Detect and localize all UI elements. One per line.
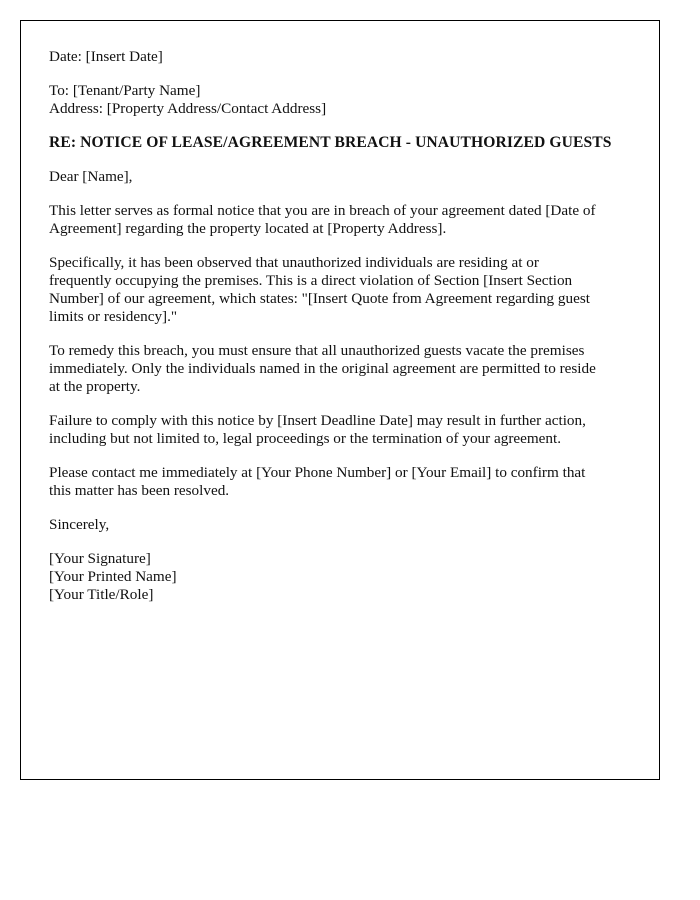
signature-block xyxy=(49,550,633,604)
printed-name-line: [Your Printed Name] xyxy=(49,568,177,585)
letter-page xyxy=(20,20,660,780)
paragraph-line: at the property. xyxy=(49,378,141,395)
address-line: Address: [Property Address/Contact Address] xyxy=(49,100,327,117)
body-paragraph-5 xyxy=(49,464,633,500)
paragraph-line: this matter has been resolved. xyxy=(49,482,230,499)
body-paragraph-3 xyxy=(49,342,633,396)
paragraph-line: Number] of our agreement, which states: "[Insert Quote from Agreement regarding guest xyxy=(49,290,590,307)
date-line: Date: [Insert Date] xyxy=(49,48,163,65)
paragraph-line: Agreement] regarding the property located at [Property Address]. xyxy=(49,220,447,237)
salutation-block xyxy=(49,168,633,186)
paragraph-line: Failure to comply with this notice by [Insert Deadline Date] may result in further action, xyxy=(49,412,586,429)
date-block xyxy=(49,48,633,66)
subject-heading: RE: NOTICE OF LEASE/AGREEMENT BREACH - UNAUTHORIZED GUESTS xyxy=(49,134,612,151)
recipient-line: To: [Tenant/Party Name] xyxy=(49,82,201,99)
subject-block xyxy=(49,134,633,152)
recipient-block xyxy=(49,82,633,118)
closing-block xyxy=(49,516,633,534)
letter-content xyxy=(49,48,633,620)
body-paragraph-4 xyxy=(49,412,633,448)
paragraph-line: limits or residency]." xyxy=(49,308,178,325)
paragraph-line: immediately. Only the individuals named in the original agreement are permitted to reside xyxy=(49,360,596,377)
paragraph-line: frequently occupying the premises. This is a direct violation of Section [Insert Section xyxy=(49,272,573,289)
body-paragraph-1 xyxy=(49,202,633,238)
paragraph-line: Specifically, it has been observed that unauthorized individuals are residing at or xyxy=(49,254,539,271)
closing: Sincerely, xyxy=(49,516,110,533)
title-role-line: [Your Title/Role] xyxy=(49,586,154,603)
paragraph-line: including but not limited to, legal proceedings or the termination of your agreement. xyxy=(49,430,562,447)
body-paragraph-2 xyxy=(49,254,633,326)
paragraph-line: Please contact me immediately at [Your Phone Number] or [Your Email] to confirm that xyxy=(49,464,586,481)
paragraph-line: To remedy this breach, you must ensure that all unauthorized guests vacate the premises xyxy=(49,342,585,359)
paragraph-line: This letter serves as formal notice that you are in breach of your agreement dated [Date of xyxy=(49,202,596,219)
salutation: Dear [Name], xyxy=(49,168,133,185)
signature-line: [Your Signature] xyxy=(49,550,151,567)
